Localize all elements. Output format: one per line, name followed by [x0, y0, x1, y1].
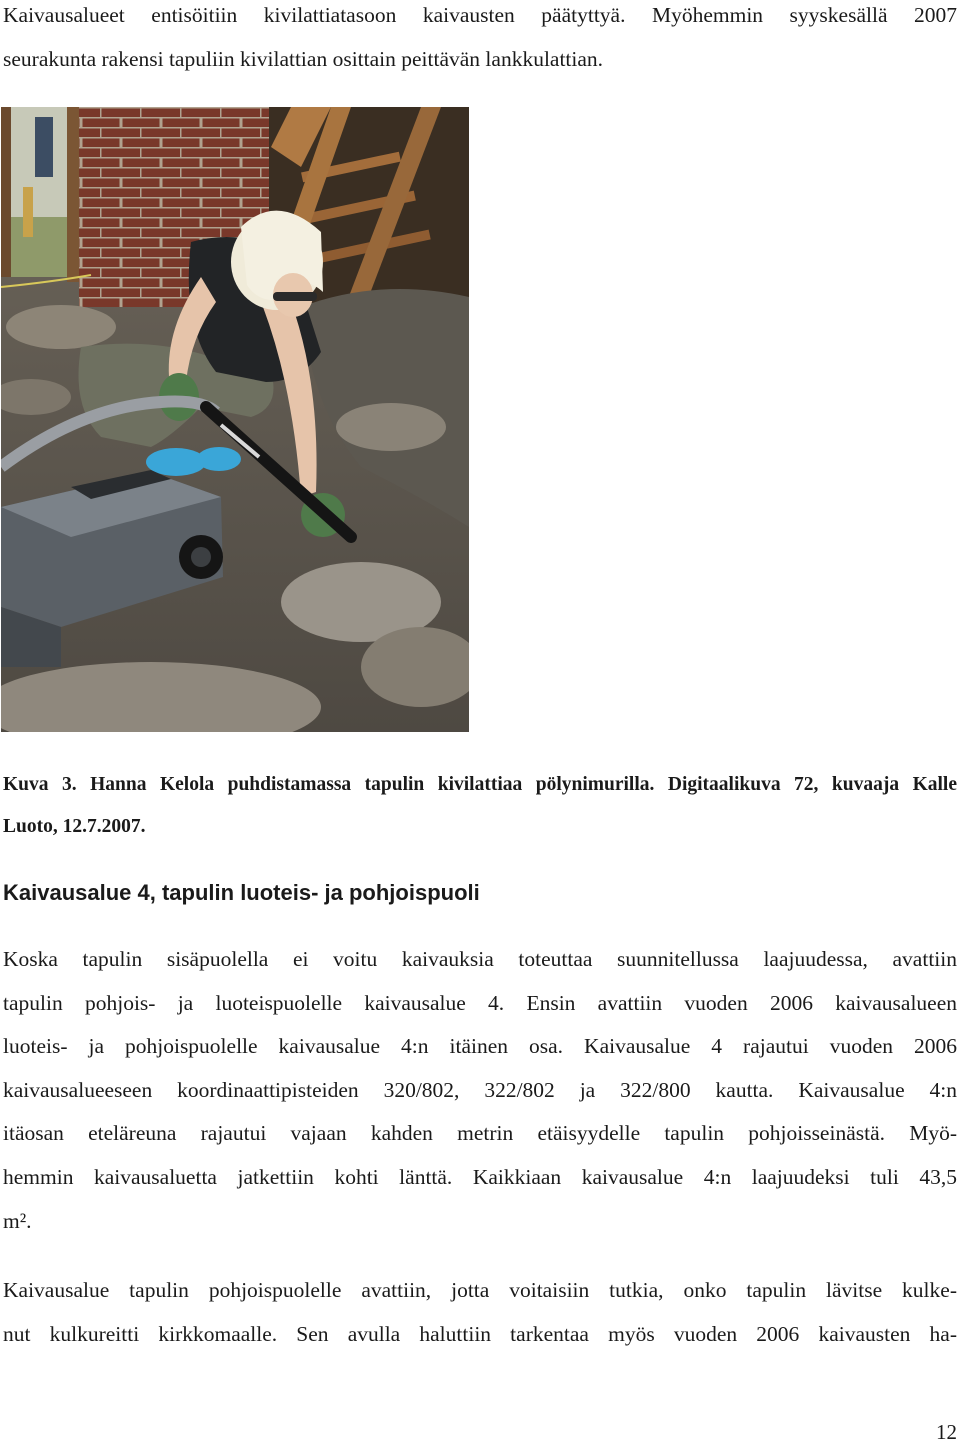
paragraph-1-line: Koska tapulin sisäpuolella ei voitu kaivauksia toteuttaa suunnitellussa laajuudessa, avattiin [3, 947, 957, 971]
paragraph-2-line: nut kulkureitti kirkkomaalle. Sen avulla haluttiin tarkentaa myös vuoden 2006 kaivausten ha- [3, 1321, 957, 1346]
paragraph-1-line: luoteis- ja pohjoispuolelle kaivausalue 4:n itäinen osa. Kaivausalue 4 rajautui vuoden 2006 [3, 1034, 957, 1059]
figure-caption [3, 764, 957, 848]
paragraph-1-line: tapulin pohjois- ja luoteispuolelle kaivausalue 4. Ensin avattiin vuoden 2006 kaivausalueen [3, 990, 957, 1015]
body-paragraph-1 [3, 938, 957, 1243]
intro-paragraph [3, 0, 957, 81]
intro-line-2: seurakunta rakensi tapuliin kivilattian osittain peittävän lankkulattian. [3, 46, 604, 71]
paragraph-2-line: Kaivausalue tapulin pohjoispuolelle avattiin, jotta voitaisiin tutkia, onko tapulin lävitse kulke- [3, 1278, 957, 1302]
paragraph-1-line: itäosan eteläreuna rajautui vajaan kahden metrin etäisyydelle tapulin pohjoisseinästä. Myö- [3, 1121, 957, 1146]
paragraph-1-line: m². [3, 1208, 32, 1233]
paragraph-1-line: kaivausalueeseen koordinaattipisteiden 320/802, 322/802 ja 322/800 kautta. Kaivausalue 4:n [3, 1077, 957, 1102]
excavation-photo [1, 107, 469, 732]
page-number: 12 [936, 1420, 957, 1444]
body-paragraph-2 [3, 1269, 957, 1356]
section-heading: Kaivausalue 4, tapulin luoteis- ja pohjoispuoli [3, 880, 480, 905]
intro-line-1: Kaivausalueet entisöitiin kivilattiatasoon kaivausten päätyttyä. Myöhemmin syyskesällä 2007 [3, 3, 957, 27]
caption-line-1: Kuva 3. Hanna Kelola puhdistamassa tapulin kivilattiaa pölynimurilla. Digitaalikuva 72, kuvaaja Kalle [3, 774, 957, 795]
doorway [1, 107, 79, 282]
paragraph-1-line: hemmin kaivausaluetta jatkettiin kohti länttä. Kaikkiaan kaivausalue 4:n laajuudeksi tuli 43,5 [3, 1164, 957, 1189]
caption-line-2: Luoto, 12.7.2007. [3, 816, 146, 837]
